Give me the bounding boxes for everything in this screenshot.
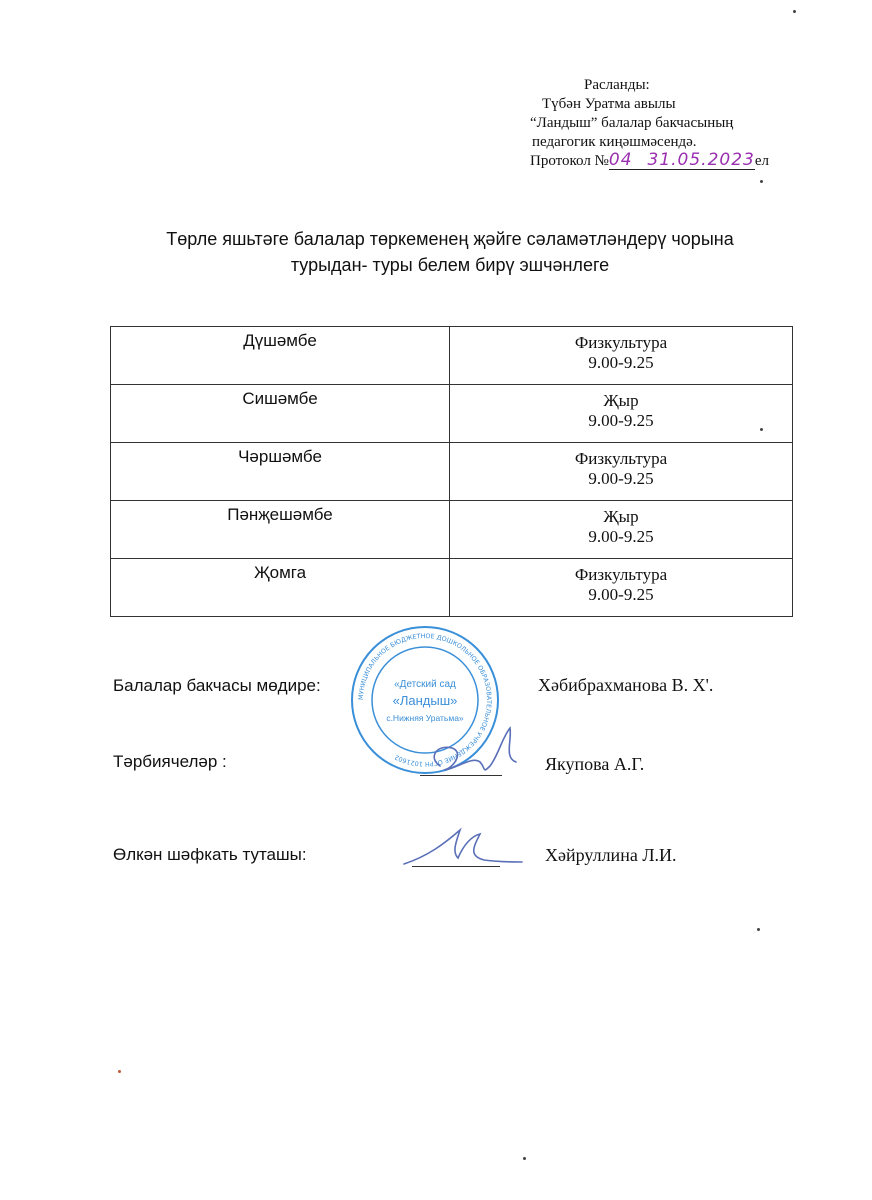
scan-speck	[793, 10, 796, 13]
approval-kindergarten: “Ландыш” балалар бакчасының	[530, 115, 734, 131]
approval-block	[520, 76, 780, 171]
director-label: Балалар бакчасы мөдире:	[113, 676, 321, 695]
activity-time: 9.00-9.25	[588, 585, 654, 604]
activity-time: 9.00-9.25	[588, 411, 654, 430]
stamp-center-line-1: «Детский сад	[394, 679, 456, 690]
nurse-name: Хәйруллина Л.И.	[545, 845, 677, 865]
day-cell: Сишәмбе	[111, 385, 450, 443]
page-title	[110, 226, 790, 278]
approval-council: педагогик киңәшмәсендә.	[532, 134, 697, 150]
activity-cell	[450, 327, 793, 385]
approval-village: Түбән Уратма авылы	[542, 96, 676, 112]
activity-time: 9.00-9.25	[588, 469, 654, 488]
activity-name: Физкультура	[574, 449, 668, 468]
activity-cell	[450, 385, 793, 443]
protocol-number: 04	[608, 150, 633, 170]
day-cell: Җомга	[111, 559, 450, 617]
schedule-table	[110, 326, 793, 617]
title-line-2: турыдан- туры белем бирү эшчәнлеге	[290, 255, 610, 275]
scan-speck	[757, 928, 760, 931]
title-line-1: Төрле яшьтәге балалар төркеменең җәйге сәламәтләндерү чорына	[166, 229, 734, 249]
activity-time: 9.00-9.25	[588, 353, 654, 372]
approval-protocol	[520, 152, 780, 171]
protocol-suffix: ел	[754, 153, 770, 169]
stamp-ring-text: МУНИЦИПАЛЬНОЕ БЮДЖЕТНОЕ ДОШКОЛЬНОЕ ОБРАЗОВАТЕЛЬНОЕ УЧРЕЖДЕНИЕ ОГРН 1021602	[357, 632, 493, 768]
teachers-label: Тәрбиячеләр :	[113, 752, 227, 771]
director-name: Хәбибрахманова В. Х'.	[538, 675, 714, 695]
activity-cell	[450, 443, 793, 501]
activity-name: Җыр	[603, 507, 639, 526]
activity-time: 9.00-9.25	[588, 527, 654, 546]
teachers-name: Якупова А.Г.	[545, 754, 645, 774]
table-row	[111, 443, 793, 501]
nurse-label: Өлкән шәфкать туташы:	[113, 845, 307, 864]
approval-heading: Расланды:	[584, 77, 650, 93]
protocol-date: 31.05.2023	[647, 150, 755, 170]
activity-cell	[450, 559, 793, 617]
scan-speck	[760, 428, 763, 431]
activity-name: Җыр	[603, 391, 639, 410]
table-row	[111, 501, 793, 559]
stamp-center-line-3: с.Нижняя Уратьма»	[386, 713, 464, 723]
day-cell: Пәнҗешәмбе	[111, 501, 450, 559]
table-row	[111, 327, 793, 385]
protocol-label: Протокол №	[530, 153, 609, 169]
table-row	[111, 385, 793, 443]
activity-cell	[450, 501, 793, 559]
activity-name: Физкультура	[574, 333, 668, 352]
activity-name: Физкультура	[574, 565, 668, 584]
scan-speck	[118, 1070, 121, 1073]
day-cell: Чәршәмбе	[111, 443, 450, 501]
protocol-number-field	[608, 150, 755, 170]
day-cell: Дүшәмбе	[111, 327, 450, 385]
stamp-center-line-2: «Ландыш»	[392, 693, 458, 708]
scan-speck	[760, 180, 763, 183]
nurse-signature	[398, 822, 528, 872]
scan-speck	[523, 1157, 526, 1160]
teacher-signature	[420, 718, 530, 780]
table-row	[111, 559, 793, 617]
